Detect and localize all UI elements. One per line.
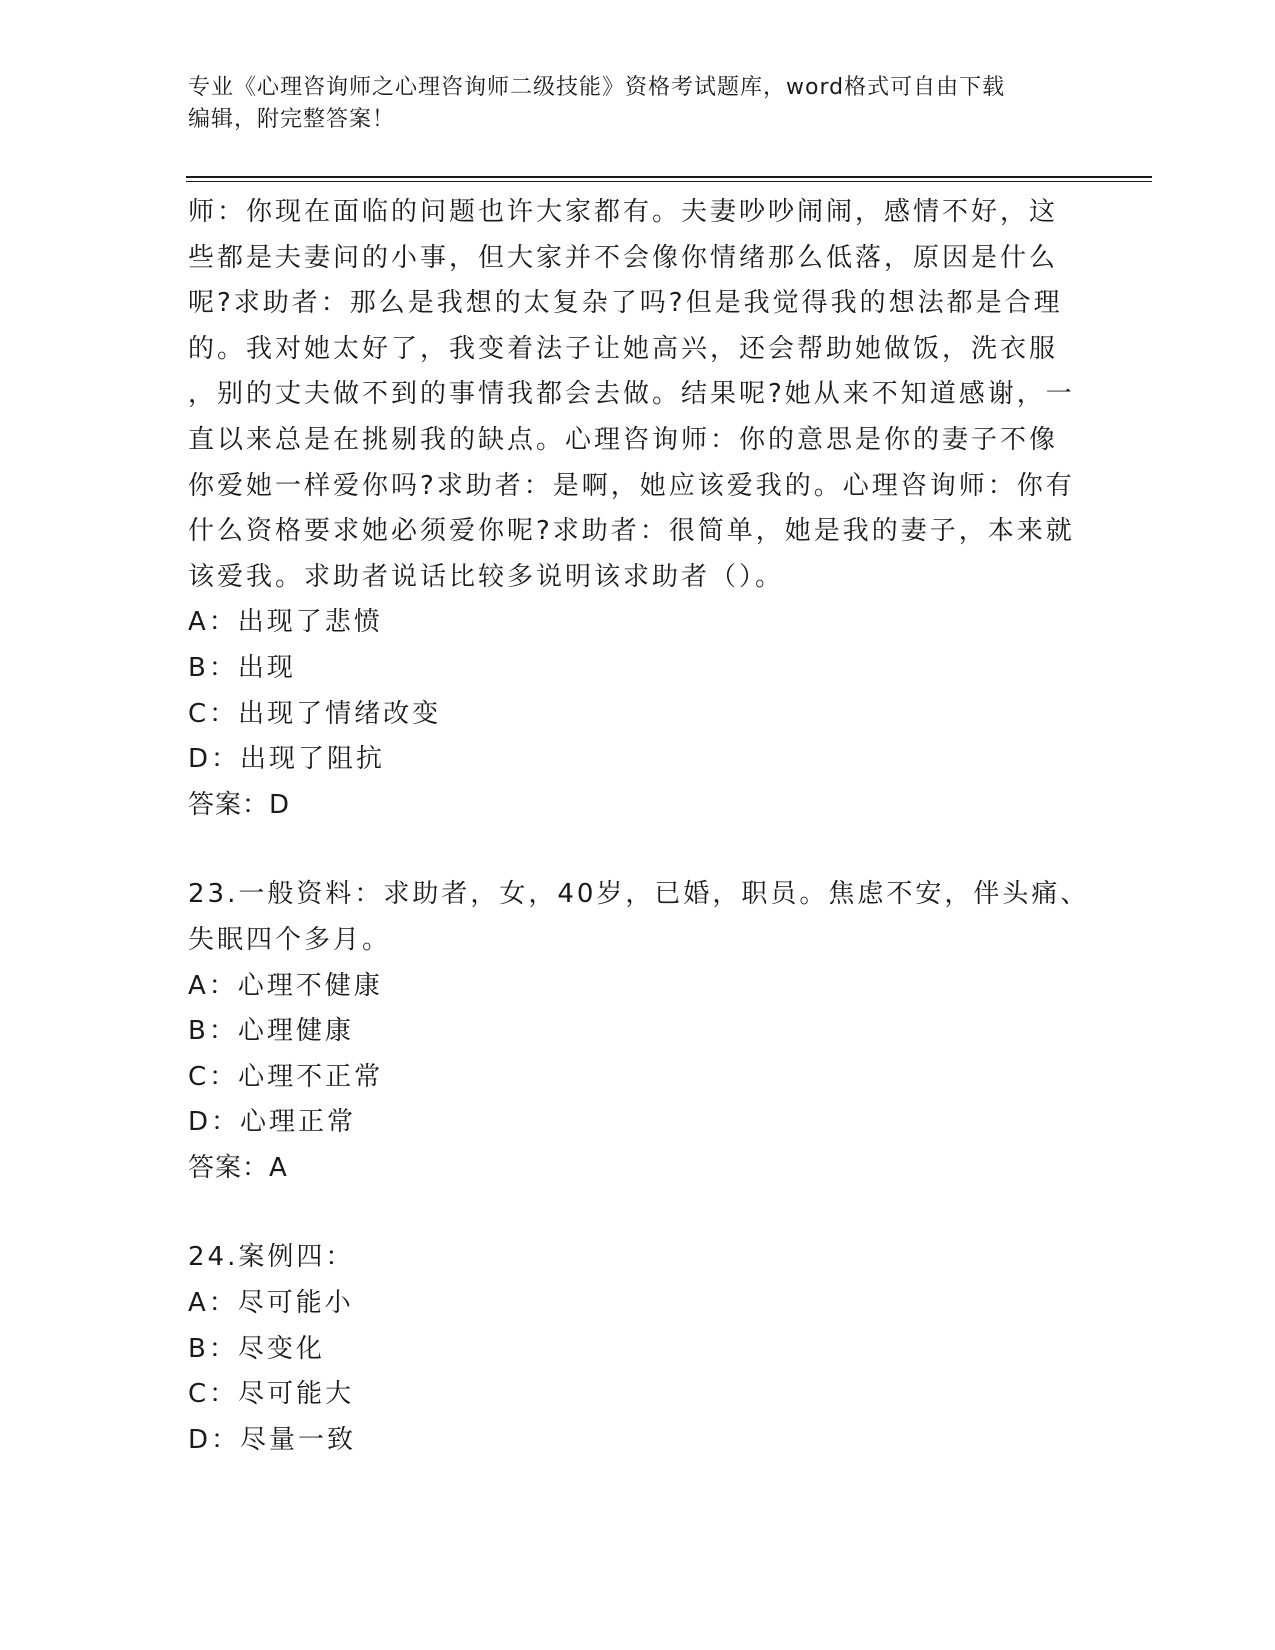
section-gap [188,1191,1088,1235]
header-rule-thin [186,181,1152,182]
question-text-line: 该爱我。求助者说话比较多说明该求助者（）。 [188,561,785,592]
question-text-line: 24.案例四： [188,1242,355,1273]
option-d: D：心理正常 [188,1107,357,1138]
header-line-1: 专业《心理咨询师之心理咨询师二级技能》资格考试题库，word格式可自由下载 [188,75,1006,100]
option-a: A：心理不健康 [188,970,383,1001]
option-a: A：出现了悲愤 [188,607,383,638]
question-23 [188,872,1088,1191]
question-text-line: 23.一般资料：求助者，女，40岁，已婚，职员。焦虑不安，伴头痛、 [188,879,1090,910]
question-text-line: 些都是夫妻问的小事，但大家并不会像你情绪那么低落，原因是什么 [188,242,1059,273]
section-gap [188,828,1088,872]
question-text-line: ，别的丈夫做不到的事情我都会去做。结果呢?她从来不知道感谢，一 [188,379,1075,410]
document-header [188,72,1088,136]
question-text-line: 的。我对她太好了，我变着法子让她高兴，还会帮助她做饭，洗衣服 [188,333,1059,364]
option-b: B：心理健康 [188,1016,354,1047]
question-text-line: 失眠四个多月。 [188,924,392,955]
question-text-line: 师：你现在面临的问题也许大家都有。夫妻吵吵闹闹，感情不好，这 [188,197,1059,227]
option-a: A：尽可能小 [188,1288,354,1319]
option-c: C：心理不正常 [188,1061,384,1092]
option-d: D：出现了阻抗 [188,744,386,775]
option-c: C：出现了情绪改变 [188,698,442,729]
document-body [188,190,1088,1463]
answer-label: 答案：A [188,1152,288,1183]
question-text-line: 呢?求助者：那么是我想的太复杂了吗?但是我觉得我的想法都是合理 [188,288,1063,319]
option-b: B：出现 [188,652,296,683]
answer-label: 答案：D [188,789,291,820]
question-text-line: 直以来总是在挑剔我的缺点。心理咨询师：你的意思是你的妻子不像 [188,424,1059,455]
question-text-line: 什么资格要求她必须爱你呢?求助者：很简单，她是我的妻子，本来就 [188,516,1075,547]
question-22 [188,190,1088,828]
header-rule-thick [186,176,1152,178]
question-text-line: 你爱她一样爱你吗?求助者：是啊，她应该爱我的。心理咨询师：你有 [188,470,1075,501]
option-c: C：尽可能大 [188,1379,355,1410]
question-24 [188,1235,1088,1463]
header-line-2: 编辑，附完整答案！ [188,107,396,132]
option-b: B：尽变化 [188,1333,325,1364]
option-d: D：尽量一致 [188,1424,357,1455]
